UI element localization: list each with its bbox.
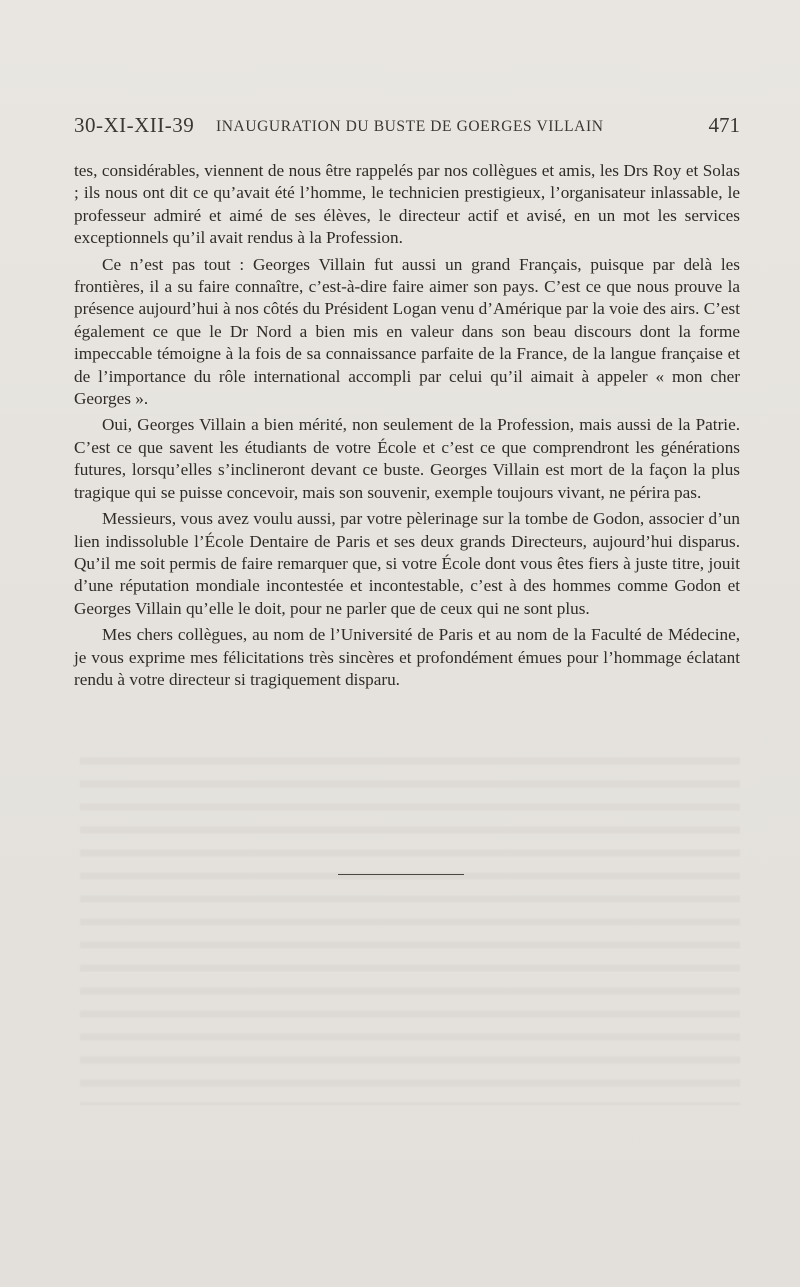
running-title: INAUGURATION DU BUSTE DE GOERGES VILLAIN xyxy=(216,118,604,135)
paragraph: Ce n’est pas tout : Georges Villain fut aussi un grand Français, puisque par delà les frontières, il a su faire connaître, c’est-à-dire faire aimer son pays. C’est ce que nous prouve la présence aujourd’hui à nos côtés du Président Logan venu d’Amérique par la voie des airs. C’est également ce que le Dr Nord a bien mis en valeur dans son beau discours dont la forme impeccable témoigne à la fois de sa connaissance parfaite de la France, de la langue française et de l’importance du rôle international accompli par celui qu’il aimait à appeler « mon cher Georges ». xyxy=(74,254,740,409)
issue-date: 30-XI-XII-39 xyxy=(74,113,195,137)
page-header xyxy=(74,113,740,143)
bleed-through-shadow xyxy=(80,745,740,1105)
section-end-rule xyxy=(338,874,464,875)
paragraph: tes, considérables, viennent de nous être rappelés par nos collègues et amis, les Drs Roy et Solas ; ils nous ont dit ce qu’avait été l’homme, le technicien prestigieux, l’organisateur inlassable, le professeur admiré et aimé de ses élèves, le directeur actif et avisé, en un mot les services exceptionnels qu’il avait rendus à la Profession. xyxy=(74,161,740,248)
body-text xyxy=(74,160,740,691)
paragraph: Oui, Georges Villain a bien mérité, non seulement de la Profession, mais aussi de la Patrie. C’est ce que savent les étudiants de votre École et c’est ce que comprendront les générations futures, lorsqu’elles s’inclineront devant ce buste. Georges Villain est mort de la façon la plus tragique qui se puisse concevoir, mais son souvenir, exemple toujours vivant, ne périra pas. xyxy=(74,415,740,502)
paragraph: Mes chers collègues, au nom de l’Université de Paris et au nom de la Faculté de Médecine, je vous exprime mes félicitations très sincères et profondément émues pour l’hommage éclatant rendu à votre directeur si tragiquement disparu. xyxy=(74,625,740,689)
paragraph: Messieurs, vous avez voulu aussi, par votre pèlerinage sur la tombe de Godon, associer d’un lien indissoluble l’École Dentaire de Paris et ses deux grands Directeurs, aujourd’hui disparus. Qu’il me soit permis de faire remarquer que, si votre École dont vous êtes fiers à juste titre, jouit d’une réputation mondiale incontestée et incontestable, c’est à des hommes comme Godon et Georges Villain qu’elle le doit, pour ne parler que de ceux qui ne sont plus. xyxy=(74,509,740,618)
page-number: 471 xyxy=(708,113,740,137)
